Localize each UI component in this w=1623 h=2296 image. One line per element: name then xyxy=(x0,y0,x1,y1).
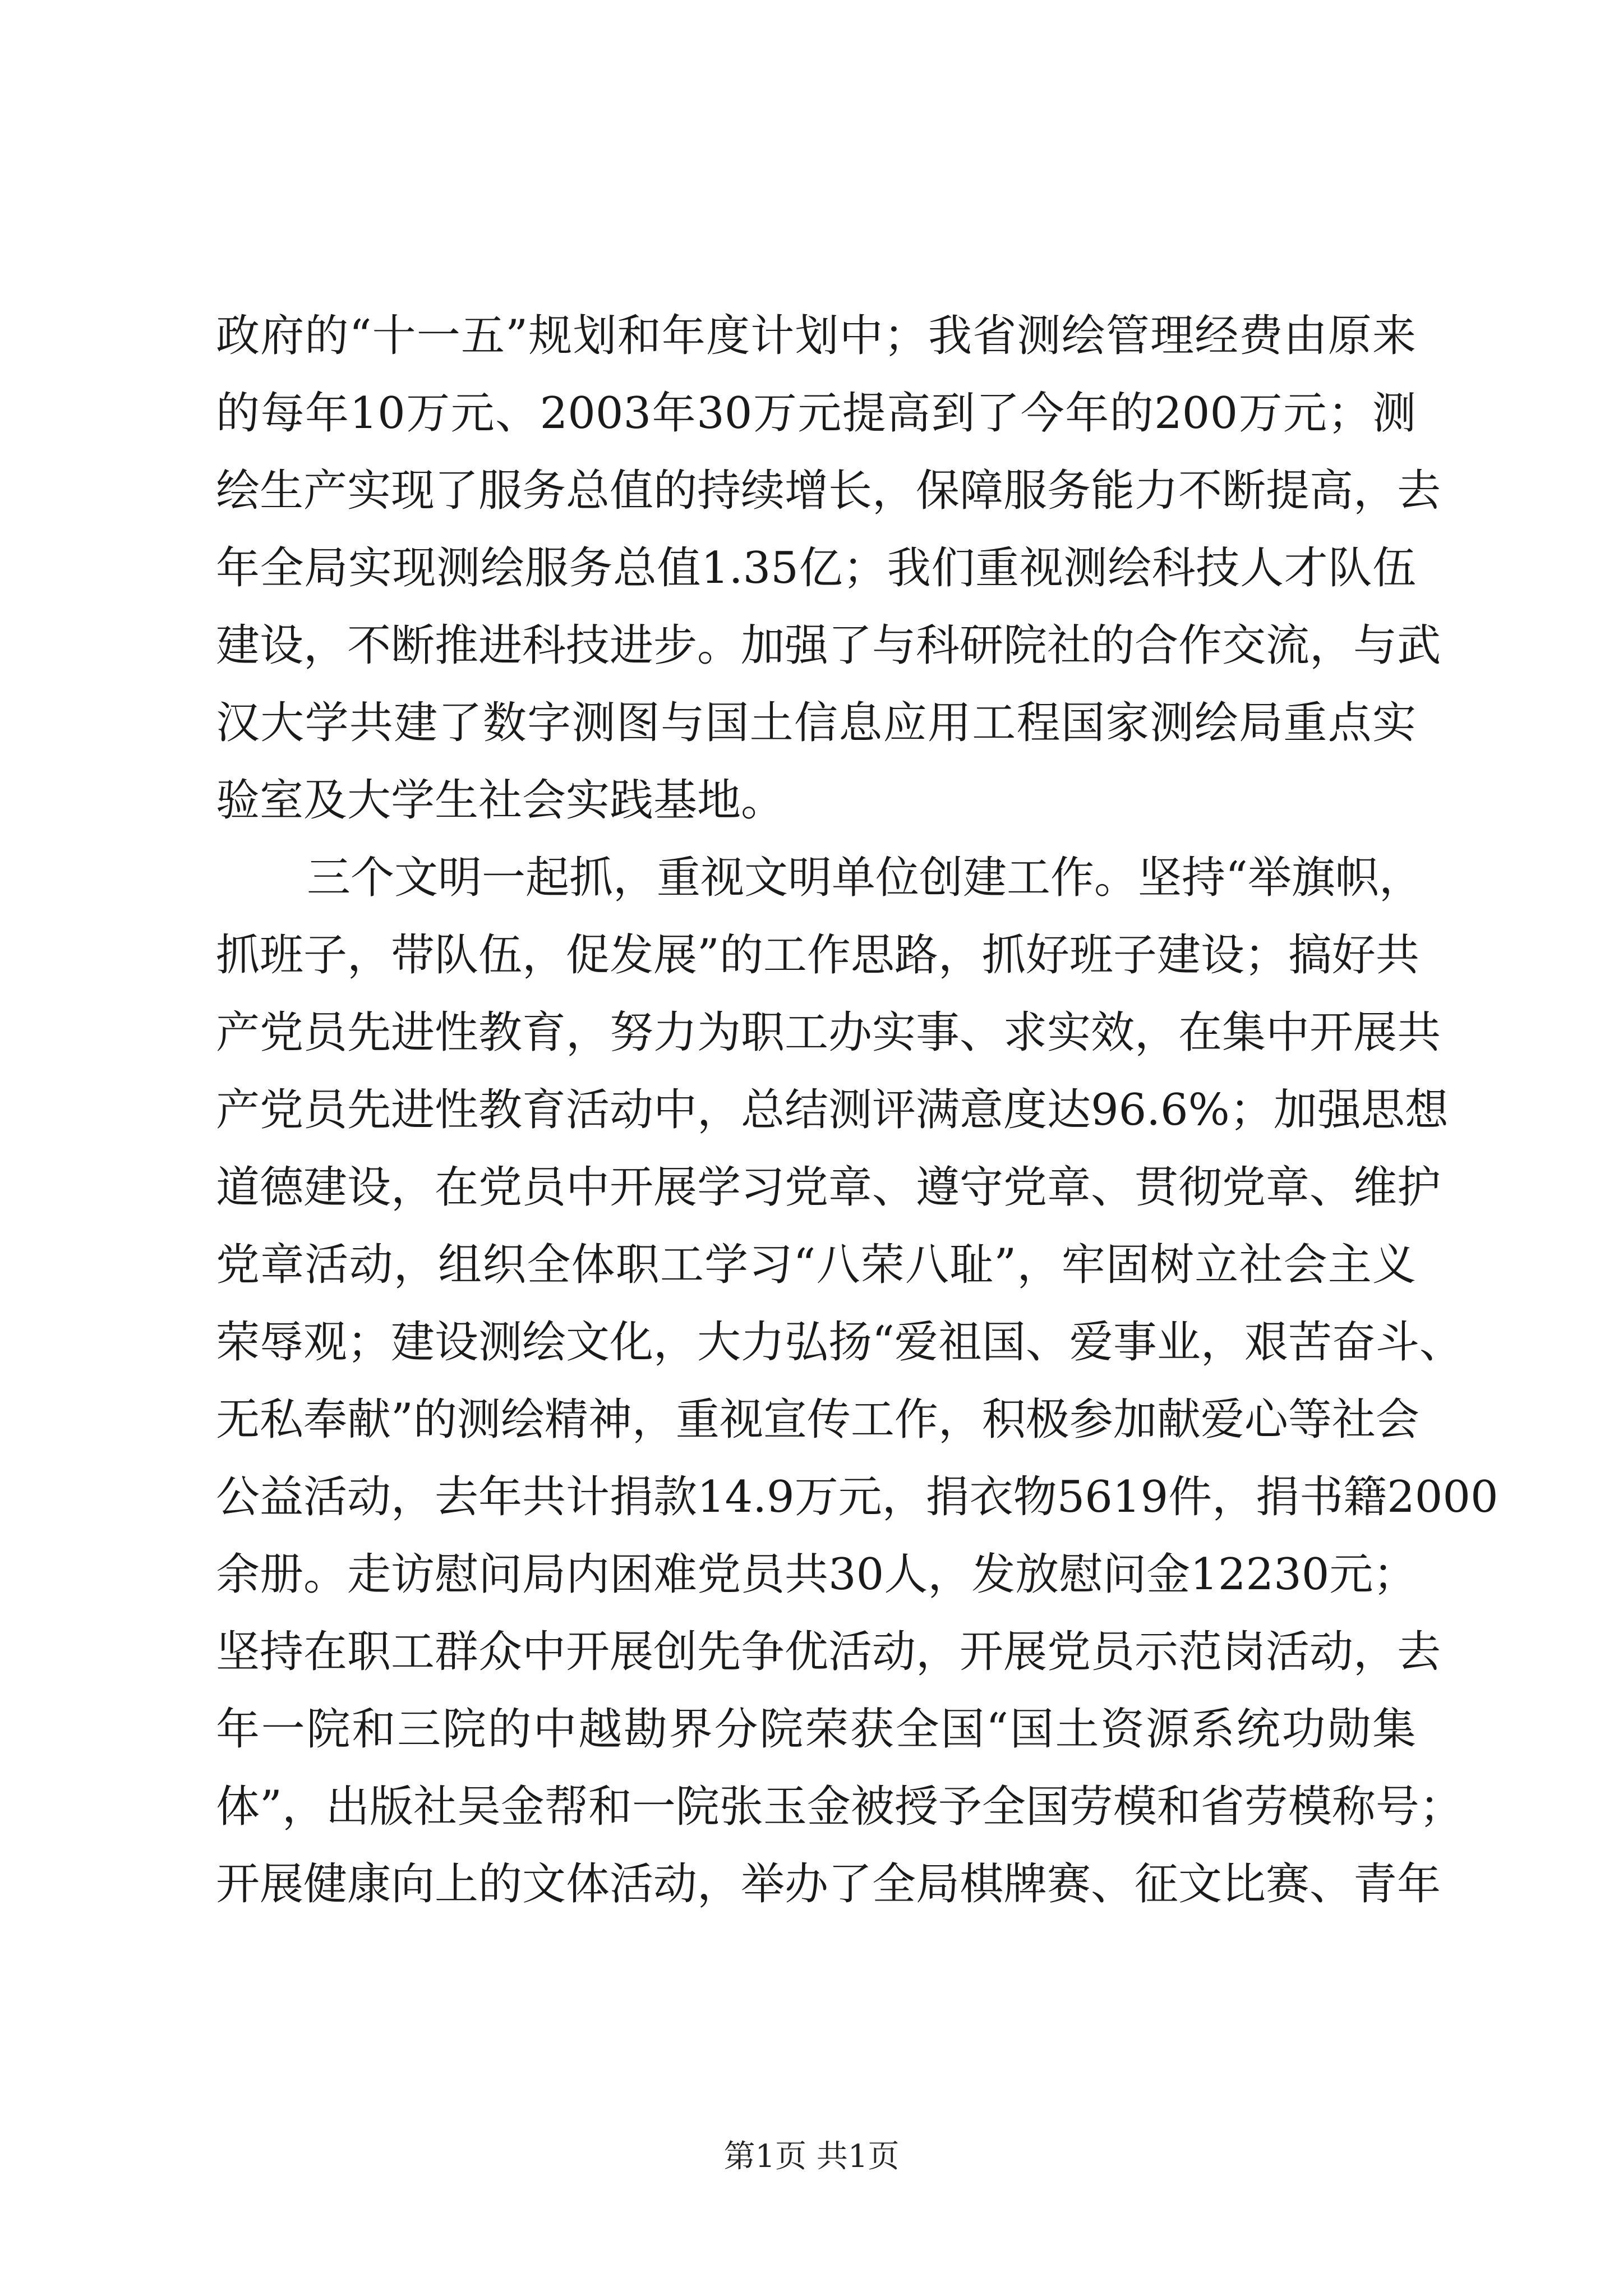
text-line: 道德建设，在党员中开展学习党章、遵守党章、贯彻党章、维护 xyxy=(216,1162,1441,1213)
text-line: 验室及大学生社会实践基地。 xyxy=(216,775,785,826)
text-line: 年一院和三院的中越勘界分院荣获全国“国土资源系统功勋集 xyxy=(216,1704,1416,1755)
text-line: 荣辱观；建设测绘文化，大力弘扬“爱祖国、爱事业，艰苦奋斗、 xyxy=(216,1317,1463,1368)
text-line: 坚持在职工群众中开展创先争优活动，开展党员示范岗活动，去 xyxy=(216,1627,1441,1677)
text-line: 的每年10万元、2003年30万元提高到了今年的200万元；测 xyxy=(216,388,1416,439)
text-line: 政府的“十一五”规划和年度计划中；我省测绘管理经费由原来 xyxy=(216,311,1416,361)
text-line: 公益活动，去年共计捐款14.9万元，捐衣物5619件，捐书籍2000 xyxy=(216,1472,1498,1522)
text-line: 无私奉献”的测绘精神，重视宣传工作，积极参加献爱心等社会 xyxy=(216,1395,1419,1445)
text-line: 年全局实现测绘服务总值1.35亿；我们重视测绘科技人才队伍 xyxy=(216,543,1416,593)
page-number: 第1页 共1页 xyxy=(723,2138,900,2175)
text-line: 抓班子，带队伍，促发展”的工作思路，抓好班子建设；搞好共 xyxy=(216,930,1419,981)
text-line: 开展健康向上的文体活动，举办了全局棋牌赛、征文比赛、青年 xyxy=(216,1859,1441,1910)
body-text xyxy=(216,297,1498,1923)
text-line: 余册。走访慰问局内困难党员共30人，发放慰问金12230元； xyxy=(216,1549,1417,1600)
text-line: 汉大学共建了数字测图与国土信息应用工程国家测绘局重点实 xyxy=(216,698,1416,748)
text-line: 体”，出版社吴金帮和一院张玉金被授予全国劳模和省劳模称号； xyxy=(216,1782,1463,1832)
text-line: 三个文明一起抓，重视文明单位创建工作。坚持“举旗帜， xyxy=(307,853,1423,903)
text-line: 党章活动，组织全体职工学习“八荣八耻”，牢固树立社会主义 xyxy=(216,1240,1416,1290)
text-line: 绘生产实现了服务总值的持续增长，保障服务能力不断提高，去 xyxy=(216,466,1441,516)
text-line: 建设，不断推进科技进步。加强了与科研院社的合作交流，与武 xyxy=(216,620,1441,671)
page-footer xyxy=(0,2137,1623,2177)
text-line: 产党员先进性教育活动中，总结测评满意度达96.6%；加强思想 xyxy=(216,1085,1449,1135)
text-line: 产党员先进性教育，努力为职工办实事、求实效，在集中开展共 xyxy=(216,1007,1441,1058)
